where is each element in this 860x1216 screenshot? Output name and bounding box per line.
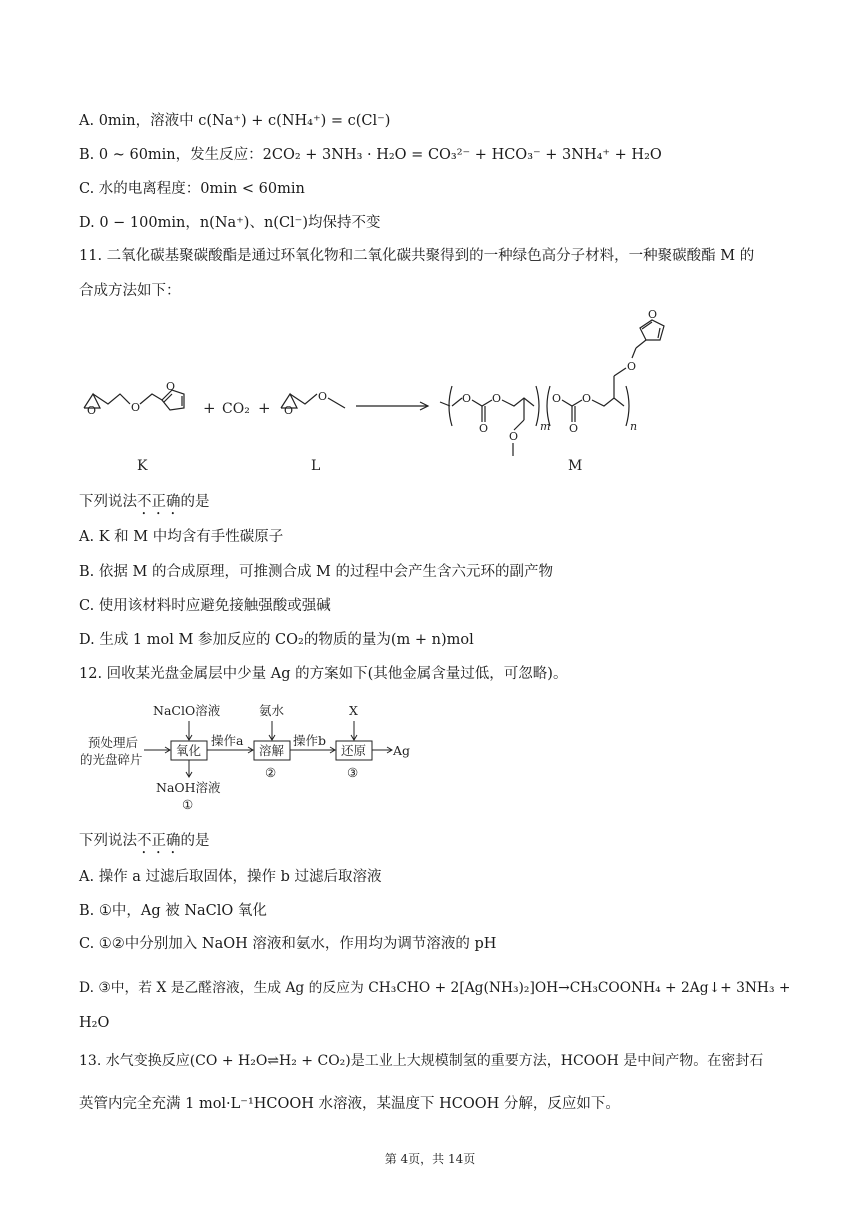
flow-product-ag: Ag [393, 743, 411, 758]
subscript-n: n [630, 420, 638, 433]
flow-step-1: ① [182, 797, 194, 812]
q11-prompt-emphasis: 不正确 [137, 494, 181, 510]
m-oxygen-4: O [552, 392, 562, 405]
molecule-m [440, 310, 664, 456]
m-oxygen-6: O [627, 360, 637, 373]
q11-reaction-scheme [0, 310, 860, 480]
l-epoxide-oxygen: O [284, 404, 294, 417]
m-oxygen-3: O [509, 430, 519, 443]
q11-prompt-pre: 下列说法 [79, 494, 137, 510]
molecule-l [281, 390, 345, 417]
label-m: M [568, 458, 583, 474]
flow-step-2: ② [265, 765, 277, 780]
k-furan-oxygen: O [166, 380, 176, 393]
page-footer: 第 4页，共 14页 [384, 1152, 476, 1166]
flow-input-x: X [349, 703, 358, 718]
q13-stem-line2: 英管内完全充满 1 mol·L⁻¹HCOOH 水溶液，某温度下 HCOOH 分解，反应如下。 [79, 1096, 620, 1112]
m-oxygen-5: O [582, 392, 592, 405]
flow-start-line1: 预处理后 [88, 735, 139, 750]
q12-option-d-line2: H₂O [79, 1015, 110, 1031]
q11-option-a: A. K 和 M 中均含有手性碳原子 [79, 529, 284, 545]
m-furan-oxygen: O [648, 310, 658, 321]
flow-box-reduction-label: 还原 [341, 743, 367, 758]
q10-option-d: D. 0 − 100min，n(Na⁺)、n(Cl⁻)均保持不变 [79, 215, 381, 231]
flow-step-3: ③ [347, 765, 359, 780]
plus-sign-2: + [258, 399, 271, 417]
q11-prompt [79, 492, 210, 518]
flow-box-oxidation-label: 氧化 [176, 743, 202, 758]
q12-option-b: B. ①中，Ag 被 NaClO 氧化 [79, 903, 267, 919]
m-oxygen-carbonyl-2: O [569, 422, 579, 435]
q12-prompt-emphasis: 不正确 [137, 833, 181, 849]
q12-flow-diagram [0, 697, 860, 812]
q12-stem: 12. 回收某光盘金属层中少量 Ag 的方案如下(其他金属含量过低，可忽略)。 [79, 666, 568, 682]
q10-option-b: B. 0 ~ 60min，发生反应：2CO₂ + 3NH₃ · H₂O = CO₃²⁻ + HCO₃⁻ + 3NH₄⁺ + H₂O [79, 147, 662, 163]
flow-operation-b: 操作b [293, 733, 327, 748]
molecule-k [84, 380, 184, 417]
q12-prompt [79, 831, 210, 857]
q12-option-c: C. ①②中分别加入 NaOH 溶液和氨水，作用均为调节溶液的 pH [79, 936, 497, 952]
q10-option-a: A. 0min，溶液中 c(Na⁺) + c(NH₄⁺) = c(Cl⁻) [79, 113, 391, 129]
q11-option-c: C. 使用该材料时应避免接触强酸或强碱 [79, 598, 331, 614]
flow-output-naoh: NaOH溶液 [156, 780, 221, 795]
l-ether-oxygen: O [318, 390, 328, 403]
flow-operation-a: 操作a [211, 733, 244, 748]
flow-start-line2: 的光盘碎片 [80, 752, 143, 767]
q12-option-d-line1: D. ③中，若 X 是乙醛溶液，生成 Ag 的反应为 CH₃CHO + 2[Ag(NH₃)₂]OH→CH₃COONH₄ + 2Ag↓+ 3NH₃ + [79, 980, 791, 996]
flow-input-ammonia: 氨水 [259, 703, 285, 718]
q10-option-c: C. 水的电离程度：0min < 60min [79, 181, 305, 197]
q11-option-d: D. 生成 1 mol M 参加反应的 CO₂的物质的量为(m + n)mol [79, 632, 474, 648]
q11-option-b: B. 依据 M 的合成原理，可推测合成 M 的过程中会产生含六元环的副产物 [79, 564, 554, 580]
k-epoxide-oxygen: O [87, 404, 97, 417]
q12-prompt-post: 的是 [180, 833, 210, 849]
flow-input-naclo: NaClO溶液 [153, 703, 221, 718]
m-oxygen-1: O [462, 392, 472, 405]
q11-prompt-post: 的是 [180, 494, 210, 510]
q11-stem-line2: 合成方法如下： [79, 283, 181, 299]
q12-option-a: A. 操作 a 过滤后取固体，操作 b 过滤后取溶液 [79, 869, 382, 885]
plus-sign-1: + [203, 399, 216, 417]
co2-label: CO₂ [222, 401, 250, 417]
label-l: L [311, 458, 321, 474]
flow-box-dissolve-label: 溶解 [259, 743, 285, 758]
q11-stem-line1: 11. 二氧化碳基聚碳酸酯是通过环氧化物和二氧化碳共聚得到的一种绿色高分子材料，一种聚碳酸酯 M 的 [79, 248, 755, 264]
subscript-m: m [540, 420, 551, 433]
label-k: K [137, 458, 148, 474]
q12-prompt-pre: 下列说法 [79, 833, 137, 849]
k-ether-oxygen: O [131, 401, 141, 414]
m-oxygen-carbonyl-1: O [479, 422, 489, 435]
q13-stem-line1: 13. 水气变换反应(CO + H₂O⇌H₂ + CO₂)是工业上大规模制氢的重要方法，HCOOH 是中间产物。在密封石 [79, 1053, 764, 1069]
m-oxygen-2: O [492, 392, 502, 405]
